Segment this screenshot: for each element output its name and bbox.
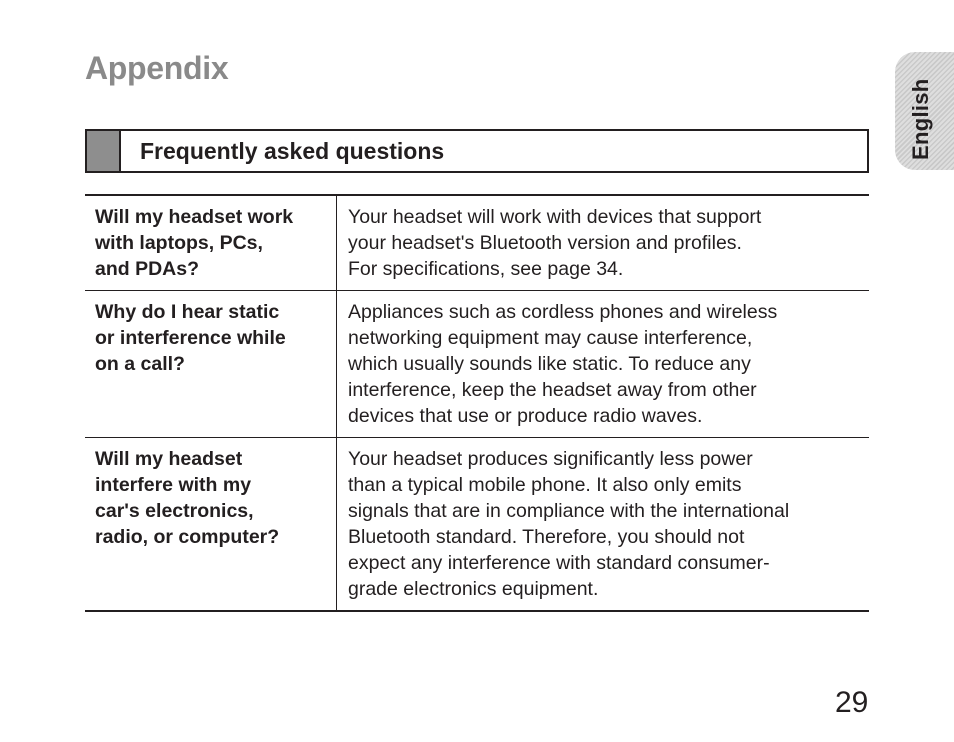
faq-table (85, 194, 869, 612)
faq-row (85, 291, 869, 438)
faq-question: Will my headset interfere with my car's electronics, radio, or computer? (85, 438, 337, 610)
faq-row (85, 196, 869, 291)
faq-question: Will my headset work with laptops, PCs, and PDAs? (85, 196, 337, 290)
faq-answer: Appliances such as cordless phones and wireless networking equipment may cause interference, which usually sounds like static. To reduce any interference, keep the headset away from other devices that use or produce radio waves. (348, 301, 778, 427)
faq-answer: Your headset produces significantly less power than a typical mobile phone. It also only emits signals that are in compliance with the international Bluetooth standard. Therefore, you should not expect any interference with standard consumer- grade electronics equipment. (348, 448, 790, 600)
section-header (85, 129, 869, 173)
faq-question: Why do I hear static or interference while on a call? (85, 291, 337, 437)
language-tab-label: English (908, 78, 933, 160)
faq-answer: Your headset will work with devices that support your headset's Bluetooth version and profiles. For specifications, see page 34. (348, 206, 762, 280)
page-title: Appendix (85, 50, 229, 86)
faq-row (85, 438, 869, 610)
section-marker-block (87, 131, 121, 171)
section-title: Frequently asked questions (140, 138, 445, 164)
page-number: 29 (835, 686, 869, 719)
